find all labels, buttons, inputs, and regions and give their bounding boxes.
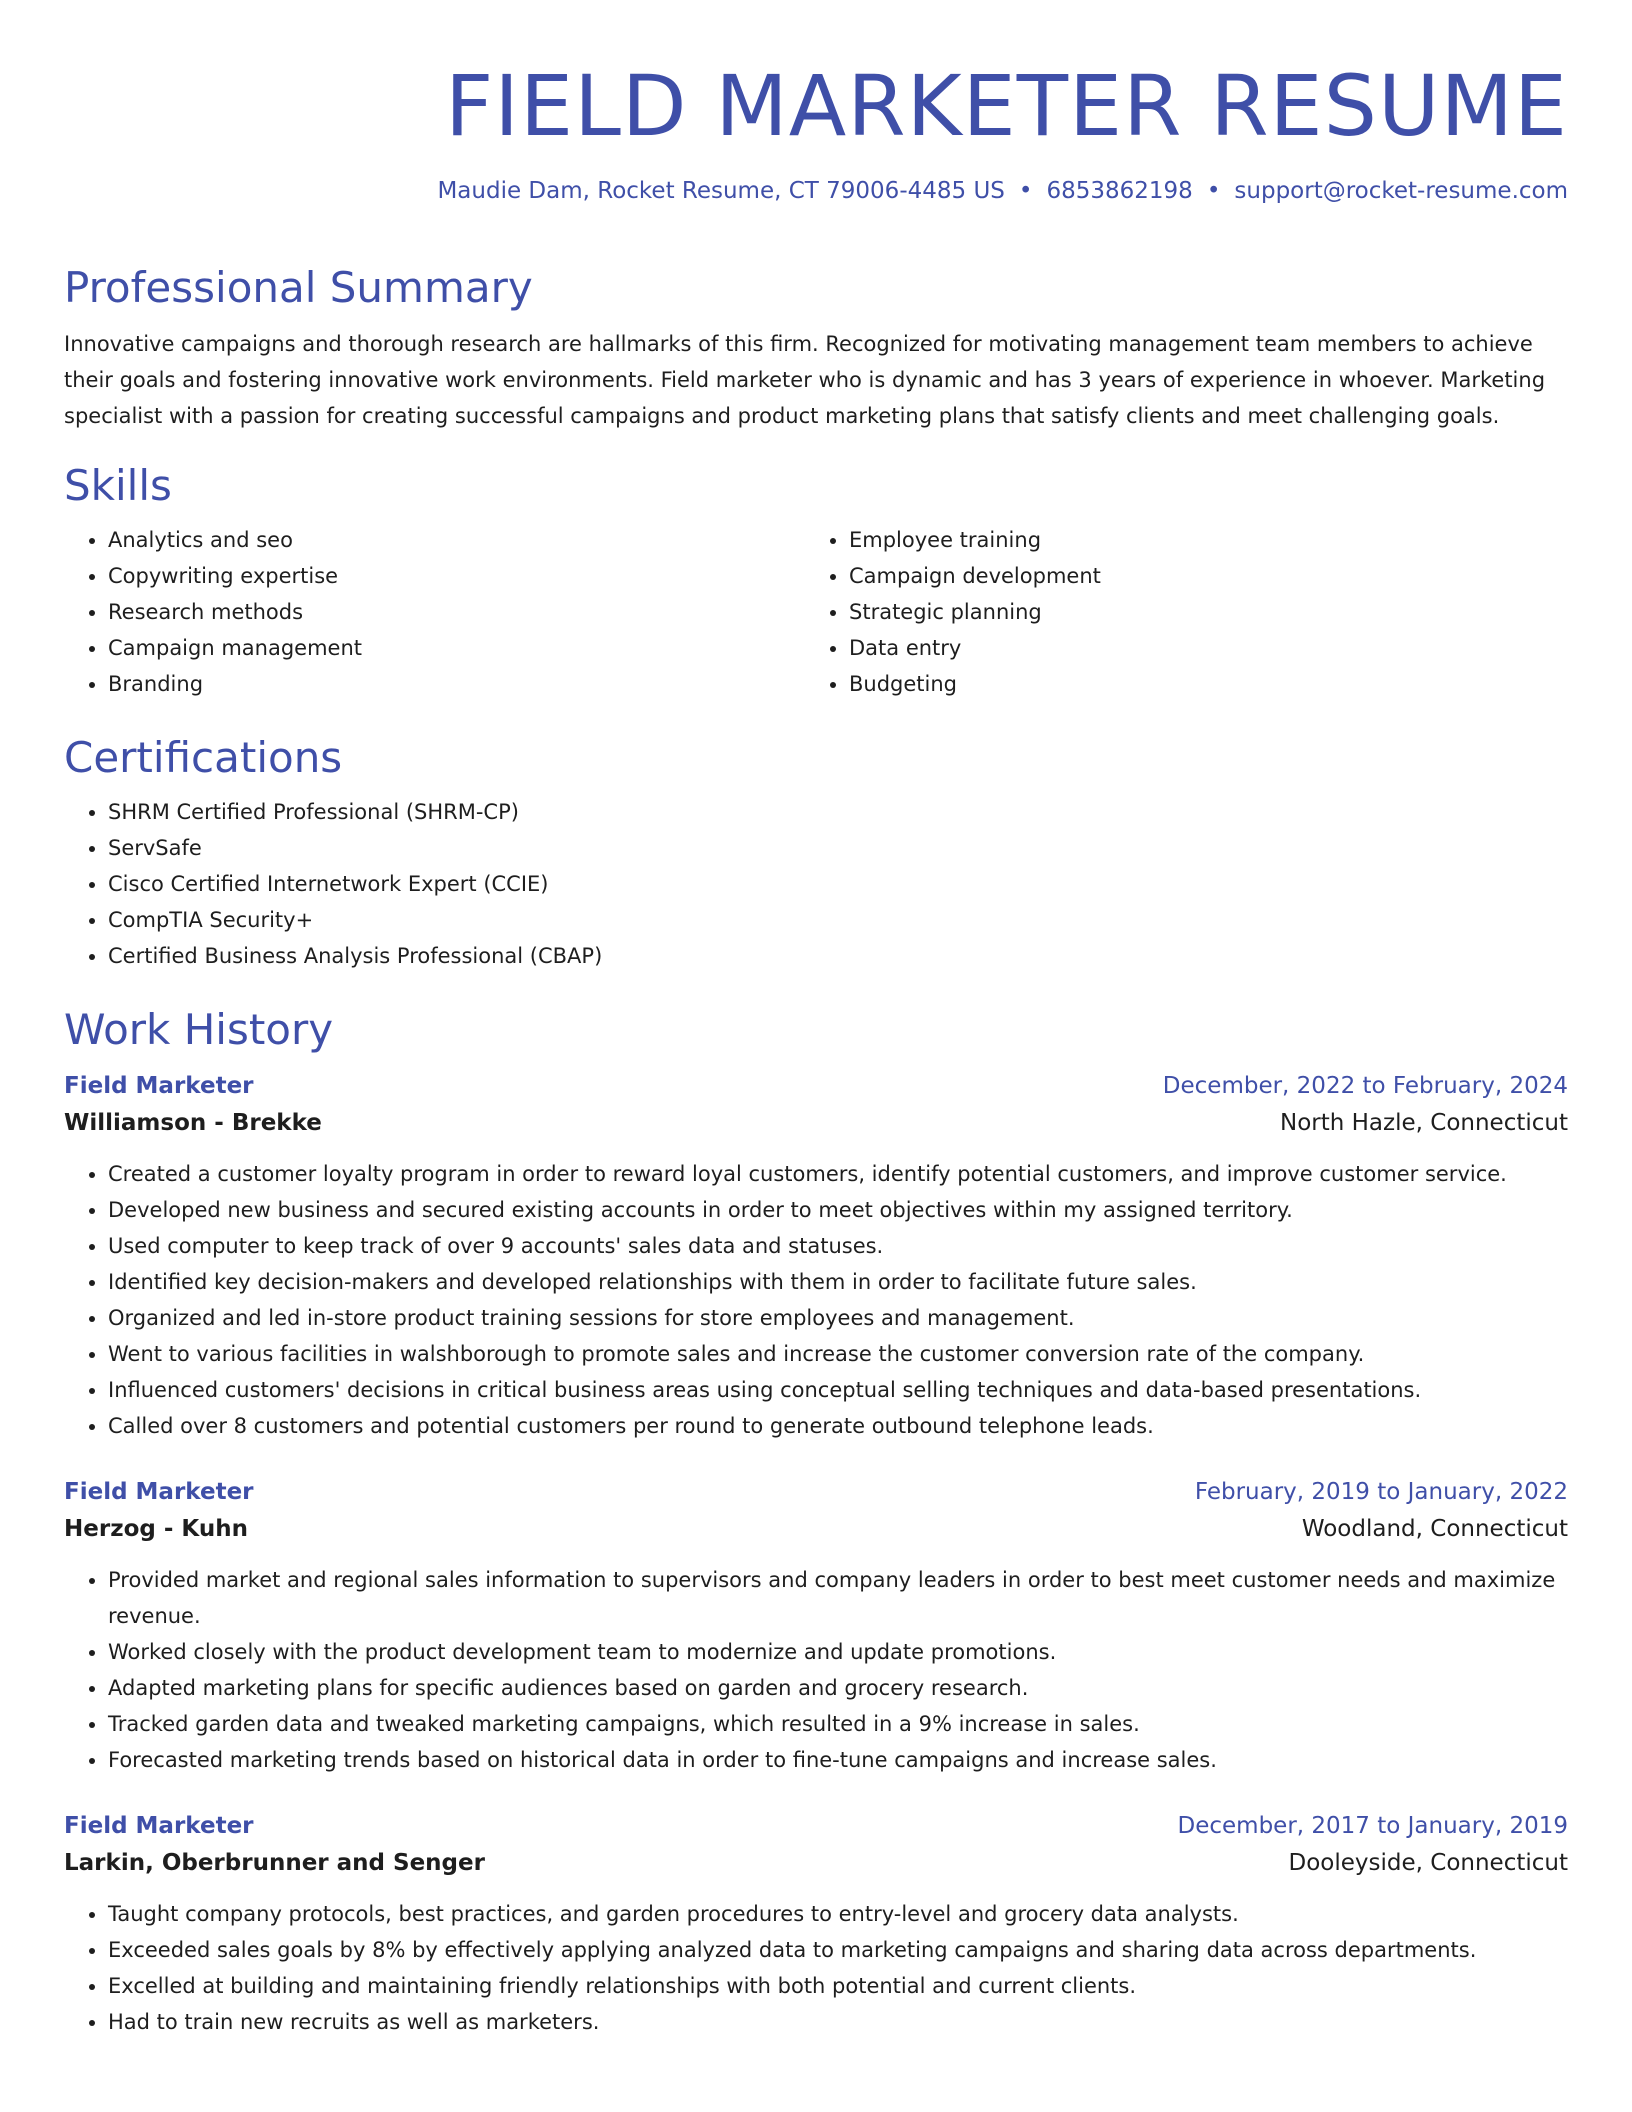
job-dates: February, 2019 to January, 2022 — [1194, 1479, 1568, 1505]
job-header — [64, 1808, 1568, 1844]
job-header — [64, 1474, 1568, 1510]
resume-title: FIELD MARKETER RESUME — [444, 57, 1568, 155]
job-bullet: • Called over 8 customers and potential customers per round to generate outbound telephone leads. — [108, 1408, 1568, 1444]
job-bullet: • Organized and led in-store product training sessions for store employees and management. — [108, 1300, 1568, 1336]
skill-item: • Campaign management — [108, 630, 805, 666]
skill-item: • Employee training — [849, 522, 1546, 558]
job-bullet: • Had to train new recruits as well as marketers. — [108, 2004, 1568, 2040]
job-bullet: • Created a customer loyalty program in order to reward loyal customers, identify potential customers, and improve customer service. — [108, 1156, 1568, 1192]
skill-item: • Copywriting expertise — [108, 558, 805, 594]
job-bullet: • Exceeded sales goals by 8% by effectively applying analyzed data to marketing campaigns and sharing data across departments. — [108, 1932, 1568, 1968]
skills-list — [64, 522, 1568, 702]
certifications-list — [64, 794, 1568, 974]
separator: • — [1018, 178, 1033, 204]
summary-heading: Professional Summary — [64, 263, 533, 312]
job-bullets — [64, 1896, 1568, 2040]
contact-phone: 6853862198 — [1046, 178, 1193, 204]
job-location: Woodland, Connecticut — [1301, 1516, 1568, 1542]
job-bullet: • Developed new business and secured existing accounts in order to meet objectives within my assigned territory. — [108, 1192, 1568, 1228]
job-dates: December, 2022 to February, 2024 — [1162, 1073, 1568, 1099]
work-history-heading: Work History — [64, 1005, 334, 1054]
certification-item: • SHRM Certified Professional (SHRM-CP) — [108, 794, 1568, 830]
job-header — [64, 1068, 1568, 1104]
skills-heading: Skills — [64, 461, 172, 510]
job-subheader — [64, 1510, 1568, 1548]
summary-text: Innovative campaigns and thorough research are hallmarks of this firm. Recognized for motivating management team members to achieve their goals and fostering innovative work environments. Field marketer who is dynamic and has 3 years of experience in whoever. Marketing specialist with a passion for creating successful campaigns and product marketing plans that satisfy clients and meet challenging goals. — [64, 332, 1546, 428]
job-employer: Larkin, Oberbrunner and Senger — [64, 1850, 485, 1876]
job-location: North Hazle, Connecticut — [1280, 1110, 1568, 1136]
job-bullet: • Worked closely with the product development team to modernize and update promotions. — [108, 1634, 1568, 1670]
job-bullet: • Went to various facilities in walshborough to promote sales and increase the customer conversion rate of the company. — [108, 1336, 1568, 1372]
separator: • — [1206, 178, 1221, 204]
job-bullet: • Tracked garden data and tweaked marketing campaigns, which resulted in a 9% increase in sales. — [108, 1706, 1568, 1742]
contact-address: Maudie Dam, Rocket Resume, CT 79006-4485 US — [437, 178, 1005, 204]
job-bullet: • Influenced customers' decisions in critical business areas using conceptual selling techniques and data-based presentations. — [108, 1372, 1568, 1408]
job-employer: Herzog - Kuhn — [64, 1516, 248, 1542]
job-title: Field Marketer — [64, 1073, 254, 1099]
job-entry — [64, 1474, 1568, 1778]
job-title: Field Marketer — [64, 1479, 254, 1505]
skill-item: • Branding — [108, 666, 805, 702]
job-subheader — [64, 1104, 1568, 1142]
skill-item: • Analytics and seo — [108, 522, 805, 558]
job-entry — [64, 1808, 1568, 2040]
skill-item: • Budgeting — [849, 666, 1546, 702]
job-bullet: • Taught company protocols, best practices, and garden procedures to entry-level and grocery data analysts. — [108, 1896, 1568, 1932]
job-title: Field Marketer — [64, 1813, 254, 1839]
certification-item: • ServSafe — [108, 830, 1568, 866]
skills-right-column — [805, 522, 1546, 702]
job-employer: Williamson - Brekke — [64, 1110, 322, 1136]
job-bullet: • Provided market and regional sales information to supervisors and company leaders in order to best meet customer needs and maximize revenue. — [108, 1562, 1568, 1634]
skill-item: • Data entry — [849, 630, 1546, 666]
job-subheader — [64, 1844, 1568, 1882]
job-bullets — [64, 1562, 1568, 1778]
job-location: Dooleyside, Connecticut — [1288, 1850, 1568, 1876]
job-entry — [64, 1068, 1568, 1444]
job-bullet: • Forecasted marketing trends based on historical data in order to fine-tune campaigns and increase sales. — [108, 1742, 1568, 1778]
certifications-heading: Certifications — [64, 733, 343, 782]
certification-item: • CompTIA Security+ — [108, 902, 1568, 938]
skills-left-column — [64, 522, 805, 702]
job-bullet: • Used computer to keep track of over 9 accounts' sales data and statuses. — [108, 1228, 1568, 1264]
job-bullet: • Adapted marketing plans for specific audiences based on garden and grocery research. — [108, 1670, 1568, 1706]
job-dates: December, 2017 to January, 2019 — [1177, 1813, 1568, 1839]
skill-item: • Research methods — [108, 594, 805, 630]
job-bullets — [64, 1156, 1568, 1444]
contact-email: support@rocket-resume.com — [1234, 178, 1568, 204]
job-bullet: • Excelled at building and maintaining friendly relationships with both potential and current clients. — [108, 1968, 1568, 2004]
contact-line — [437, 176, 1568, 206]
certification-item: • Certified Business Analysis Professional (CBAP) — [108, 938, 1568, 974]
certification-item: • Cisco Certified Internetwork Expert (CCIE) — [108, 866, 1568, 902]
skill-item: • Campaign development — [849, 558, 1546, 594]
skill-item: • Strategic planning — [849, 594, 1546, 630]
job-bullet: • Identified key decision-makers and developed relationships with them in order to facilitate future sales. — [108, 1264, 1568, 1300]
